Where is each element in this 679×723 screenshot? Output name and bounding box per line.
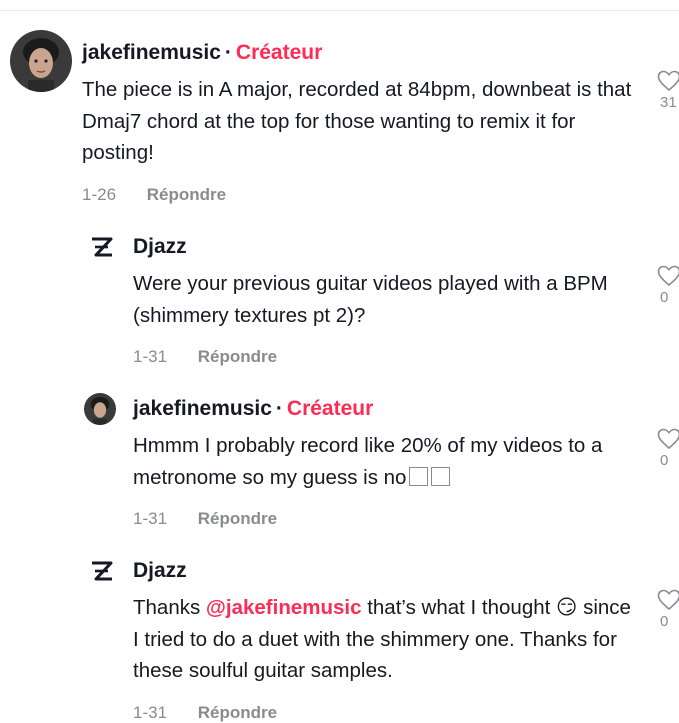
- comment-meta: [133, 703, 633, 723]
- avatar[interactable]: [84, 393, 116, 425]
- comment-date: 1-26: [82, 184, 117, 204]
- mention-link[interactable]: @jakefinemusic: [205, 596, 362, 619]
- like-count: 31: [660, 94, 677, 111]
- reply-button[interactable]: Répondre: [197, 509, 278, 528]
- like-count: 0: [660, 613, 669, 630]
- like-control[interactable]: [654, 428, 679, 469]
- comment-text-after: that’s what I thought 😏 since I tried to do a duet with the shimmery one. Thanks for these soulful guitar samples.: [133, 596, 631, 682]
- like-count: 0: [660, 452, 669, 469]
- comment-text-before: Thanks: [133, 596, 206, 619]
- like-control[interactable]: [654, 265, 679, 306]
- like-count: 0: [660, 289, 669, 306]
- heart-outline-icon[interactable]: [657, 589, 679, 611]
- creator-badge: Créateur: [235, 41, 323, 64]
- comment-text: [133, 592, 633, 687]
- username-link[interactable]: jakefinemusic: [133, 397, 272, 420]
- like-control[interactable]: [654, 70, 679, 111]
- creator-badge: Créateur: [286, 397, 374, 420]
- comment-date: 1-31: [133, 509, 168, 528]
- comment-header: [133, 234, 633, 260]
- username-link[interactable]: jakefinemusic: [82, 41, 221, 64]
- comment-header: [133, 396, 633, 422]
- username-link[interactable]: Djazz: [133, 559, 187, 582]
- comment-text: The piece is in A major, recorded at 84bpm, downbeat is that Dmaj7 chord at the top for those wanting to remix it for posting!: [82, 78, 632, 164]
- comment-meta: [82, 185, 642, 205]
- separator-dot: ·: [224, 41, 232, 64]
- user-photo: [10, 30, 72, 92]
- comment-text: [133, 430, 633, 493]
- unsupported-glyph-box: [409, 467, 428, 486]
- comment-date: 1-31: [133, 347, 168, 366]
- avatar[interactable]: [10, 30, 72, 92]
- user-photo: [84, 393, 116, 425]
- comment-header: [133, 558, 633, 584]
- z-logo-icon[interactable]: [89, 559, 115, 585]
- heart-outline-icon[interactable]: [657, 265, 679, 287]
- like-control[interactable]: [654, 589, 679, 630]
- reply-button[interactable]: Répondre: [197, 702, 278, 722]
- reply-button[interactable]: Répondre: [146, 184, 227, 204]
- separator-dot: ·: [275, 397, 283, 420]
- comment-header: [82, 40, 642, 66]
- top-divider: [0, 10, 679, 11]
- heart-outline-icon[interactable]: [657, 70, 679, 92]
- heart-outline-icon[interactable]: [657, 428, 679, 450]
- comment-meta: [133, 347, 633, 367]
- comment-date: 1-31: [133, 702, 168, 722]
- comment-text: Were your previous guitar videos played with a BPM (shimmery textures pt 2)?: [133, 272, 608, 327]
- comment-text-content: Hmmm I probably record like 20% of my videos to a metronome so my guess is no: [133, 434, 603, 489]
- z-logo-icon[interactable]: [89, 235, 115, 261]
- username-link[interactable]: Djazz: [133, 235, 187, 258]
- comment-meta: [133, 509, 633, 529]
- reply-button[interactable]: Répondre: [197, 347, 278, 366]
- unsupported-glyph-box: [431, 467, 450, 486]
